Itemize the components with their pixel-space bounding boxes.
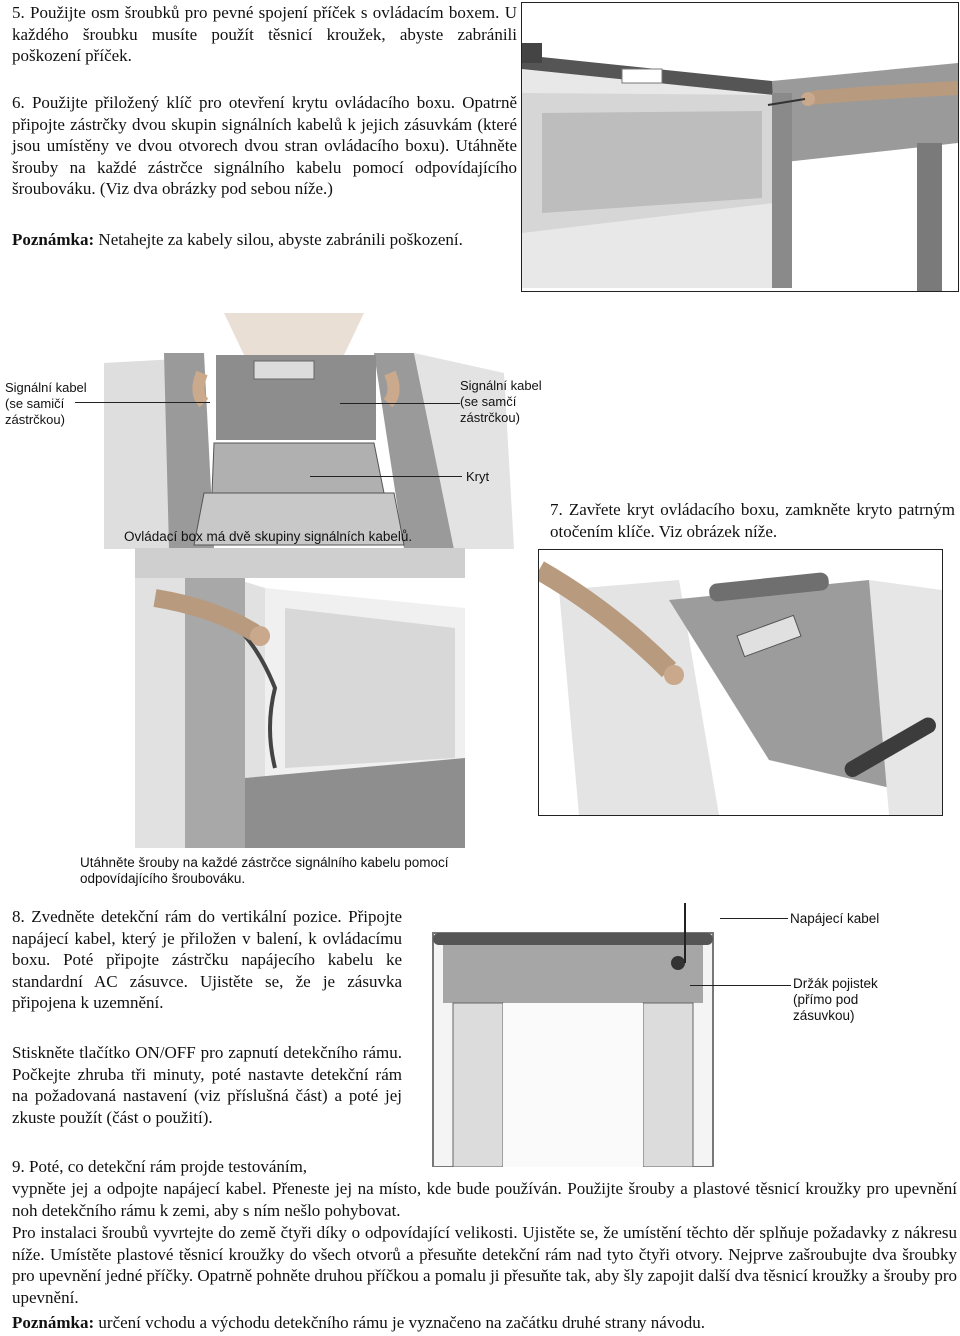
step-6-text: 6. Použijte přiložený klíč pro otevření krytu ovládacího boxu. Opatrně připojte zástrčky dvou skupin signálních kabelů k jejich zásuvkám (které jsou umístěny ve dvou otvorech dvou stran ovládacího boxu). Utáhněte šrouby na každé zástrčce signálního kabelu pomocí odpovídajícího šroubováku. (Viz dva obrázky pod sebou níže.): [12, 93, 517, 198]
final-note-text: určení vchodu a východu detekčního rámu je vyznačeno na začátku druhé strany návodu.: [94, 1313, 705, 1332]
label-signal-cable-male: Signální kabel (se samčí zástrčkou): [460, 378, 542, 425]
step-9-text: vypněte jej a odpojte napájecí kabel. Přeneste jej na místo, kde bude používán. Použijte šrouby a plastové těsnicí kroužky pro upevnění noh detekčního rámu k zemi, aby s ním nešlo pohybovat.: [12, 1179, 957, 1220]
step-9-start: 9. Poté, co detekční rám projde testováním,: [12, 1157, 308, 1176]
leader-line-cover: [310, 476, 462, 477]
photo-tighten-screws: [135, 548, 465, 848]
note-text: Netahejte za kabely silou, abyste zabránili poškození.: [94, 230, 463, 249]
note-label: Poznámka:: [12, 230, 95, 249]
label-signal-cable-female: Signální kabel (se samičí zástrčkou): [5, 380, 87, 427]
final-note-label: Poznámka:: [12, 1313, 95, 1332]
photo-frame-upright: [403, 903, 730, 1167]
step-7-text: 7. Zavřete kryt ovládacího boxu, zamkněte kryto patrným otočením klíče. Viz obrázek níže.: [550, 500, 955, 541]
photo-control-box: [94, 313, 518, 549]
photo-lock-cover: [538, 549, 943, 816]
step-6-note: [12, 229, 517, 251]
step-8-text: 8. Zvedněte detekční rám do vertikální pozice. Připojte napájecí kabel, který je přiložen v balení, k ovládacímu boxu. Poté připojte zástrčku napájecího kabelu ke standardní AC zásuvce. Ujistěte se, že je zásuvka připojena k uzemnění.: [12, 907, 402, 1012]
step-5-text: 5. Použijte osm šroubků pro pevné spojení příček s ovládacím boxem. U každého šroubku musíte použít těsnicí kroužek, abyste zabránili poškození příček.: [12, 3, 517, 65]
label-fuse-holder: Držák pojistek (přímo pod zásuvkou): [793, 976, 878, 1023]
install-paragraph: Pro instalaci šroubů vyvrtejte do země čtyři díky o odpovídající velikosti. Ujistěte se, že umístění těchto děr splňuje požadavky z nákresu níže. Umístěte plastové těsnicí kroužky do všech otvorů a přesuňte detekční rám nad tyto čtyři otvory. Nejprve zašroubujte dva šroubky pro upevnění jedné příčky. Opatrně pohněte druhou příčkou a pomalu ji přesuňte tak, aby šly zapojit další dva těsnicí kroužky a šrouby pro upevnění.: [12, 1223, 957, 1307]
final-note: [12, 1312, 957, 1334]
step-8-power-text: Stiskněte tlačítko ON/OFF pro zapnutí detekčního rámu. Počkejte zhruba tři minuty, poté nastavte detekční rám na požadovaná nastavení (viz příslušná část) a poté jej zkuste použít (část o použití).: [12, 1043, 402, 1127]
leader-line-fuse: [690, 985, 791, 986]
label-power-cable: Napájecí kabel: [790, 911, 880, 926]
fig-caption-control-box: Ovládací box má dvě skupiny signálních kabelů.: [124, 529, 413, 544]
label-cover: Kryt: [466, 469, 490, 484]
photo-open-cover: [521, 2, 959, 292]
leader-line-left: [75, 402, 210, 403]
leader-line-power: [720, 918, 788, 919]
fig-caption-tighten-screws: Utáhněte šrouby na každé zástrčce signálního kabelu pomocí odpovídajícího šroubováku.: [80, 855, 449, 886]
leader-line-right: [340, 403, 460, 404]
